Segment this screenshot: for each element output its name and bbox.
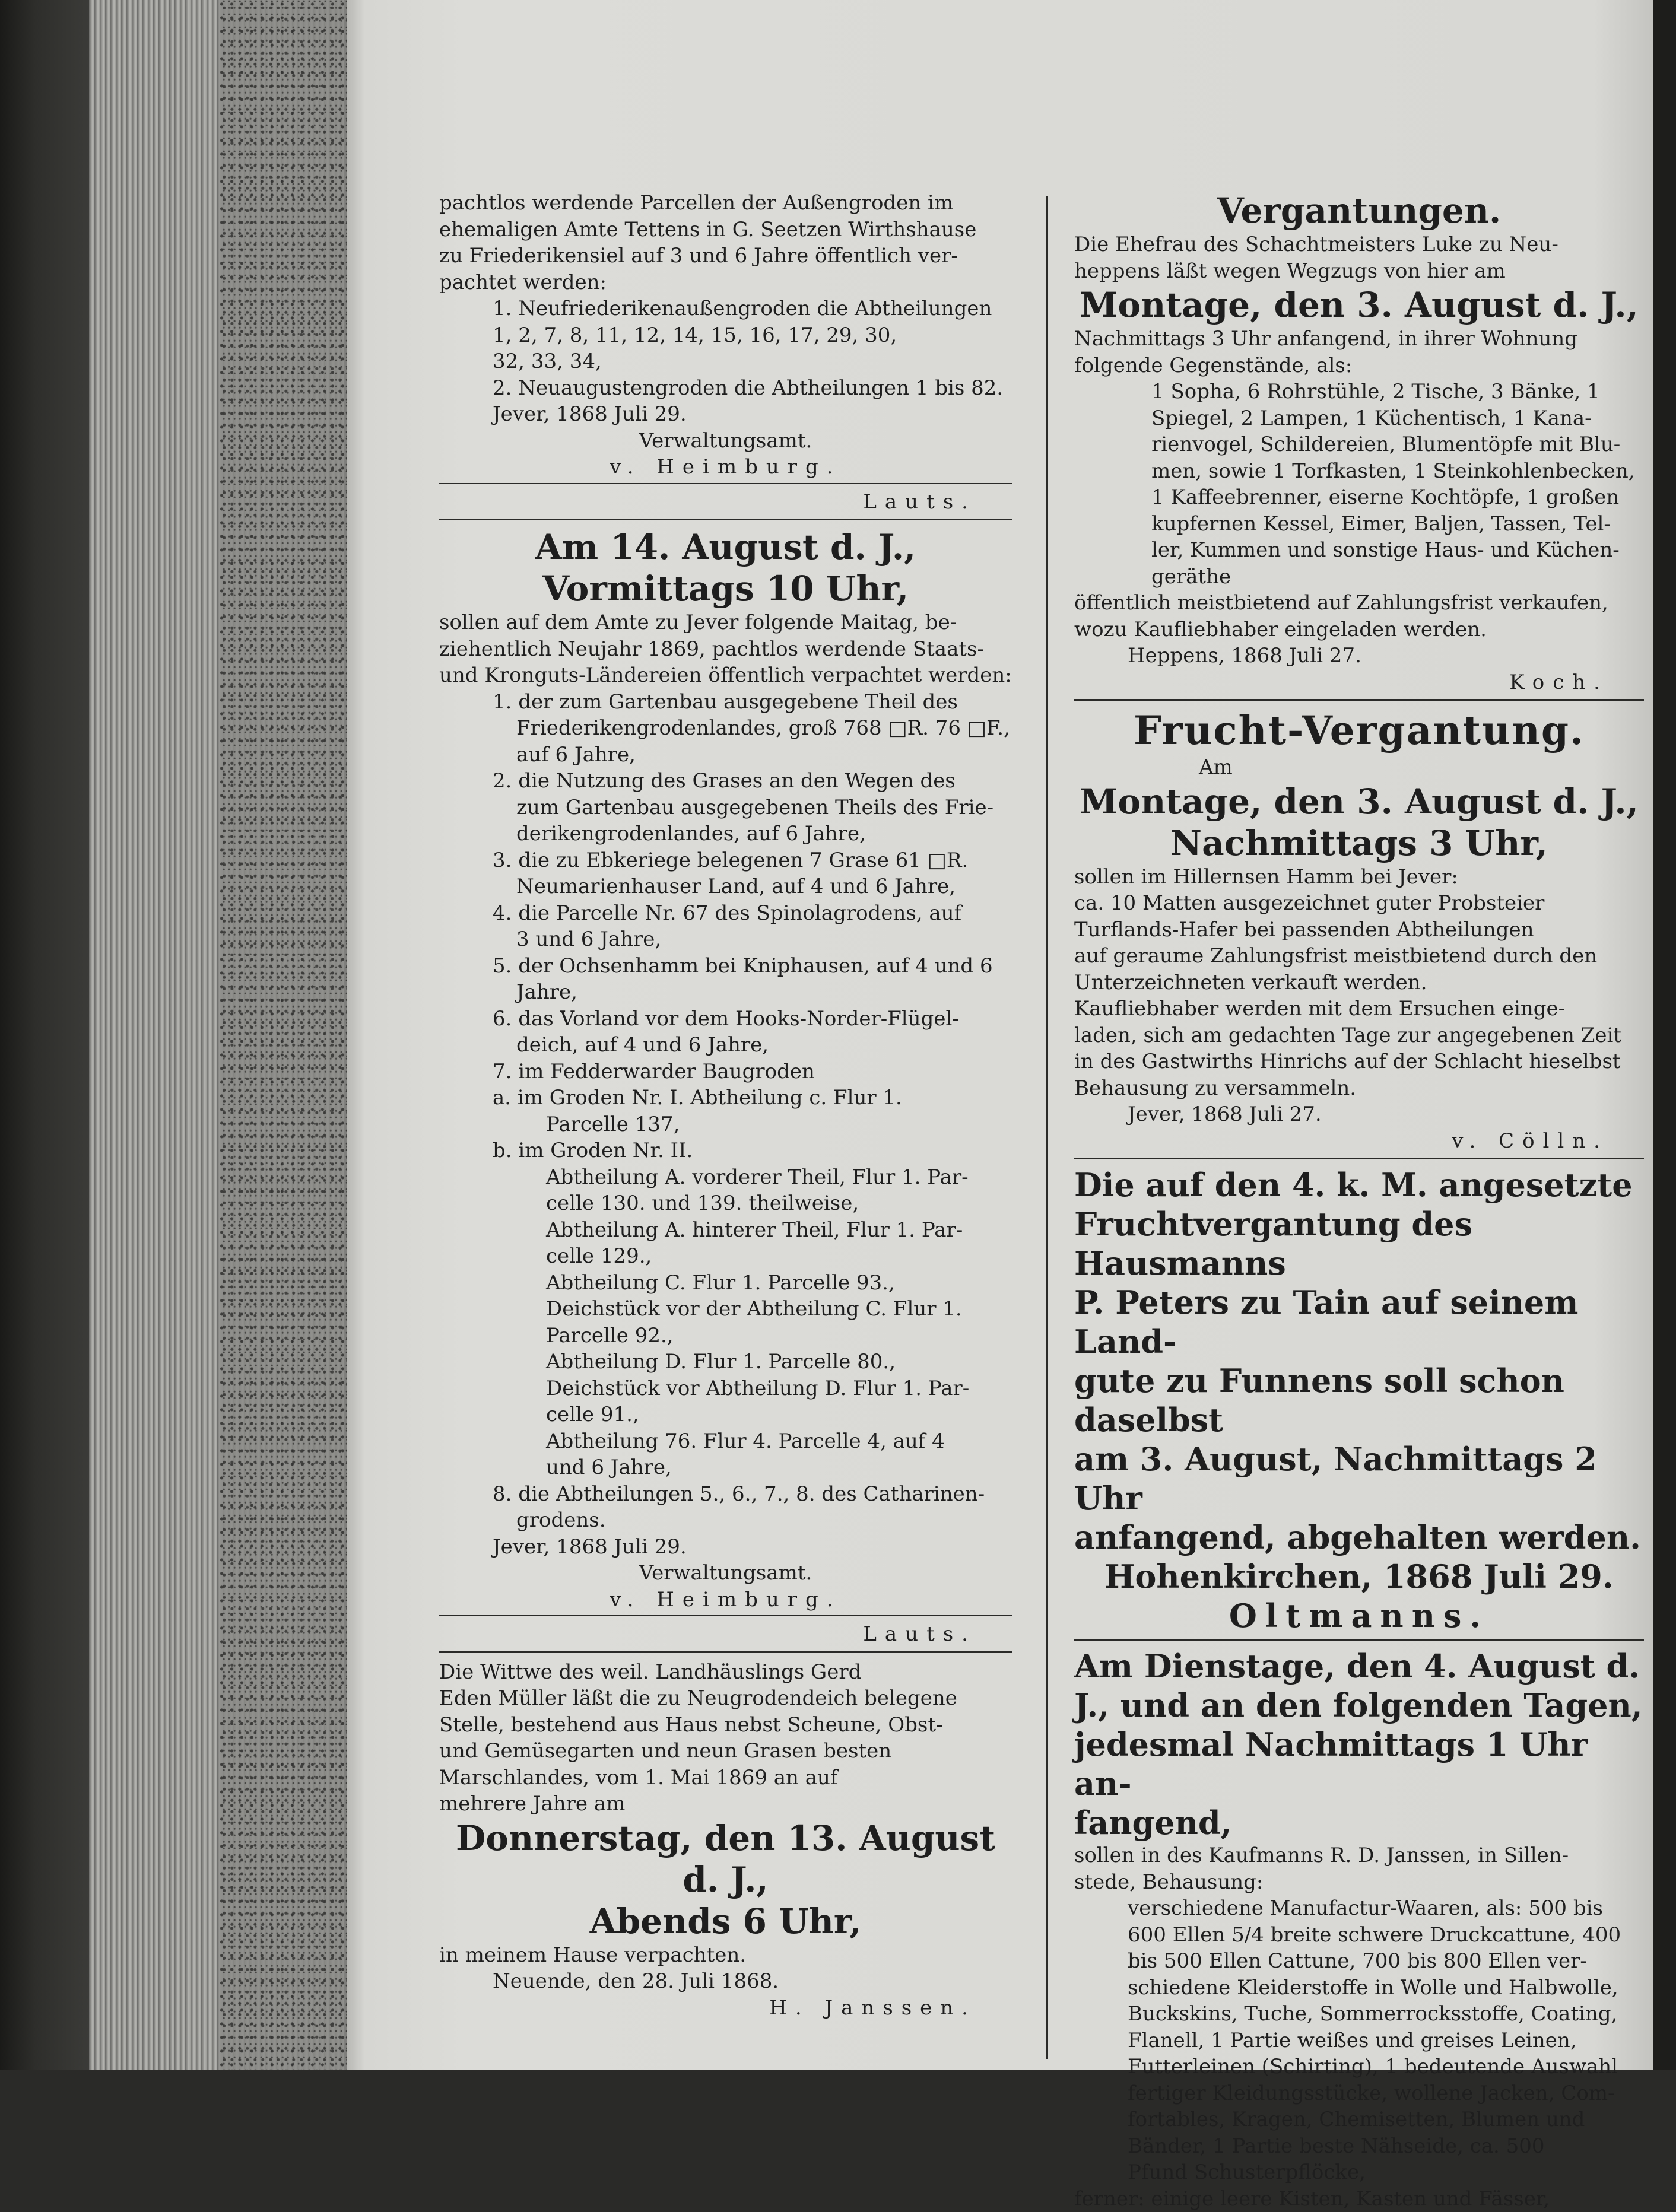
left-column bbox=[439, 190, 1012, 2021]
list-item: 8. die Abtheilungen 5., 6., 7., 8. des Catharinen- bbox=[439, 1481, 1012, 1508]
list-item: 2. Neuaugustengroden die Abtheilungen 1 bis 82. bbox=[439, 375, 1012, 402]
text-line: pachtlos werdende Parcellen der Außengroden im bbox=[439, 190, 1012, 217]
text-line: wozu Kaufliebhaber eingeladen werden. bbox=[1074, 616, 1644, 643]
notice-text bbox=[439, 609, 1012, 689]
notice-staatslaendereien bbox=[439, 526, 1012, 1648]
notice-text bbox=[1074, 326, 1644, 379]
list-item: 1. Neufriederikenaußengroden die Abtheilungen bbox=[439, 295, 1012, 322]
list-item: Buckskins, Tuche, Sommerrocksstoffe, Coating, bbox=[1074, 2001, 1644, 2027]
signature: v. Cölln. bbox=[1074, 1128, 1644, 1155]
text-line: Marschlandes, vom 1. Mai 1869 an auf bbox=[439, 1765, 1012, 1791]
list-item: Neumarienhauser Land, auf 4 und 6 Jahre, bbox=[439, 873, 1012, 900]
list-item: Parcelle 137, bbox=[439, 1111, 1012, 1138]
list-item: schiedene Kleiderstoffe in Wolle und Halbwolle, bbox=[1074, 1975, 1644, 2001]
place-date: Jever, 1868 Juli 29. bbox=[439, 401, 1012, 428]
list-item: 1 Sopha, 6 Rohrstühle, 2 Tische, 3 Bänke, 1 bbox=[1074, 379, 1644, 405]
notice-heading: Montage, den 3. August d. J., bbox=[1074, 781, 1644, 822]
text-line: und Gemüsegarten und neun Grasen besten bbox=[439, 1738, 1012, 1765]
text-line: gute zu Funnens soll schon daselbst bbox=[1074, 1361, 1644, 1439]
heading-line: J., und an den folgenden Tagen, bbox=[1074, 1686, 1644, 1725]
list-item: 4. die Parcelle Nr. 67 des Spinolagrodens, auf bbox=[439, 900, 1012, 927]
office-name: Verwaltungsamt. bbox=[439, 1560, 1012, 1587]
list-item: Flanell, 1 Partie weißes und greises Leinen, bbox=[1074, 2027, 1644, 2054]
divider bbox=[439, 483, 1012, 484]
signature: Koch. bbox=[1074, 669, 1644, 696]
notice-peters bbox=[1074, 1165, 1644, 1635]
place-date: Hohenkirchen, 1868 Juli 29. bbox=[1074, 1557, 1644, 1596]
list-item: 3 und 6 Jahre, bbox=[439, 926, 1012, 953]
notice-text bbox=[1074, 1842, 1644, 1895]
notice-aussengroden bbox=[439, 190, 1012, 515]
signature: v. Heimburg. bbox=[439, 1587, 1012, 1613]
list-item: Abtheilung C. Flur 1. Parcelle 93., bbox=[439, 1270, 1012, 1296]
list-item: Pfund Schusterpflöcke, bbox=[1074, 2159, 1644, 2186]
text-line: laden, sich am gedachten Tage zur angegebenen Zeit bbox=[1074, 1022, 1644, 1049]
text-line: Unterzeichneten verkauft werden. bbox=[1074, 970, 1644, 996]
list-item: kupfernen Kessel, Eimer, Baljen, Tassen, Tel- bbox=[1074, 511, 1644, 538]
section-title: Frucht-Vergantung. bbox=[1074, 707, 1644, 754]
list-item: deich, auf 4 und 6 Jahre, bbox=[439, 1032, 1012, 1059]
spine-shadow bbox=[1653, 0, 1676, 2070]
list-item: bis 500 Ellen Cattune, 700 bis 800 Ellen ver- bbox=[1074, 1948, 1644, 1975]
list-item: Spiegel, 2 Lampen, 1 Küchentisch, 1 Kana- bbox=[1074, 405, 1644, 432]
list-item: Deichstück vor Abtheilung D. Flur 1. Par- bbox=[439, 1375, 1012, 1402]
list-item: Abtheilung A. vorderer Theil, Flur 1. Par- bbox=[439, 1164, 1012, 1191]
divider bbox=[439, 519, 1012, 520]
text-line: Die auf den 4. k. M. angesetzte bbox=[1074, 1165, 1644, 1204]
list-item: Abtheilung A. hinterer Theil, Flur 1. Par- bbox=[439, 1217, 1012, 1244]
text-line: Fruchtvergantung des Hausmanns bbox=[1074, 1204, 1644, 1283]
text-line: auf geraume Zahlungsfrist meistbietend durch den bbox=[1074, 943, 1644, 970]
text-line: Kaufliebhaber werden mit dem Ersuchen einge- bbox=[1074, 996, 1644, 1022]
notice-text bbox=[1074, 864, 1644, 1102]
list-item: fortables, Kragen, Chemisetten, Blumen und bbox=[1074, 2106, 1644, 2133]
text-line: Stelle, bestehend aus Haus nebst Scheune, Obst- bbox=[439, 1712, 1012, 1739]
list-item: Deichstück vor der Abtheilung C. Flur 1. bbox=[439, 1296, 1012, 1323]
list-item: 3. die zu Ebkeriege belegenen 7 Grase 61 □R. bbox=[439, 847, 1012, 874]
signature: Lauts. bbox=[439, 489, 1012, 516]
list-item: Parcelle 92., bbox=[439, 1323, 1012, 1349]
signature: Oltmanns. bbox=[1074, 1596, 1644, 1635]
parcel-list bbox=[439, 295, 1012, 401]
text-line: sollen in des Kaufmanns R. D. Janssen, in Sillen- bbox=[1074, 1842, 1644, 1869]
right-column bbox=[1074, 190, 1644, 2212]
list-item: Friederikengrodenlandes, groß 768 □R. 76 □F., bbox=[439, 715, 1012, 742]
list-item: derikengrodenlandes, auf 6 Jahre, bbox=[439, 821, 1012, 847]
text-line: Behausung zu versammeln. bbox=[1074, 1075, 1644, 1102]
list-item: Futterleinen (Schirting), 1 bedeutende Auswahl bbox=[1074, 2054, 1644, 2080]
divider bbox=[1074, 1158, 1644, 1159]
list-item: Jahre, bbox=[439, 979, 1012, 1006]
list-item: Bänder, 1 Partie beste Nähseide, ca. 500 bbox=[1074, 2133, 1644, 2160]
list-item: geräthe bbox=[1074, 564, 1644, 590]
notice-text bbox=[1074, 590, 1644, 643]
list-item: fertiger Kleidungsstücke, wollene Jacken, Com- bbox=[1074, 2080, 1644, 2107]
notice-heading: Am 14. August d. J., bbox=[439, 526, 1012, 568]
text-line: stede, Behausung: bbox=[1074, 1869, 1644, 1896]
divider bbox=[439, 1651, 1012, 1653]
text-line: sollen im Hillernsen Hamm bei Jever: bbox=[1074, 864, 1644, 891]
list-item: a. im Groden Nr. I. Abtheilung c. Flur 1. bbox=[439, 1085, 1012, 1111]
notice-text bbox=[439, 1659, 1012, 1817]
text-line: Turflands-Hafer bei passenden Abtheilungen bbox=[1074, 917, 1644, 943]
list-item: auf 6 Jahre, bbox=[439, 742, 1012, 768]
text-line: P. Peters zu Tain auf seinem Land- bbox=[1074, 1283, 1644, 1361]
notice-heading: Montage, den 3. August d. J., bbox=[1074, 284, 1644, 326]
text-line: folgende Gegenstände, als: bbox=[1074, 352, 1644, 379]
section-title: Vergantungen. bbox=[1074, 190, 1644, 231]
text-line: ca. 10 Matten ausgezeichnet guter Probsteier bbox=[1074, 890, 1644, 917]
list-item: verschiedene Manufactur-Waaren, als: 500 bis bbox=[1074, 1895, 1644, 1922]
signature: v. Heimburg. bbox=[439, 454, 1012, 481]
list-item: rienvogel, Schildereien, Blumentöpfe mit Blu- bbox=[1074, 431, 1644, 458]
list-item: 1 Kaffeebrenner, eiserne Kochtöpfe, 1 großen bbox=[1074, 484, 1644, 511]
heading-line: fangend, bbox=[1074, 1803, 1644, 1842]
text-line: ziehentlich Neujahr 1869, pachtlos werdende Staats- bbox=[439, 636, 1012, 663]
place-date: Jever, 1868 Juli 27. bbox=[1074, 1101, 1644, 1128]
list-item: 7. im Fedderwarder Baugroden bbox=[439, 1059, 1012, 1085]
notice-text: in meinem Hause verpachten. bbox=[439, 1942, 1012, 1969]
list-item: 6. das Vorland vor dem Hooks-Norder-Flügel- bbox=[439, 1006, 1012, 1032]
notice-text bbox=[439, 190, 1012, 295]
heading-line: jedesmal Nachmittags 1 Uhr an- bbox=[1074, 1725, 1644, 1803]
list-item: 1, 2, 7, 8, 11, 12, 14, 15, 16, 17, 29, 30, bbox=[439, 322, 1012, 349]
place-date: Jever, 1868 Juli 29. bbox=[439, 1534, 1012, 1561]
text-line: Die Ehefrau des Schachtmeisters Luke zu Neu- bbox=[1074, 231, 1644, 258]
parcel-list bbox=[439, 689, 1012, 1534]
text-line: am 3. August, Nachmittags 2 Uhr bbox=[1074, 1439, 1644, 1518]
text-line: Die Wittwe des weil. Landhäuslings Gerd bbox=[439, 1659, 1012, 1686]
signature: Lauts. bbox=[439, 1621, 1012, 1648]
notice-mueller bbox=[439, 1659, 1012, 2022]
speckled-edge bbox=[220, 0, 347, 2070]
text-line: pachtet werden: bbox=[439, 269, 1012, 296]
text-line: heppens läßt wegen Wegzugs von hier am bbox=[1074, 258, 1644, 285]
list-item: b. im Groden Nr. II. bbox=[439, 1137, 1012, 1164]
item-list bbox=[1074, 379, 1644, 590]
notice-heading: Abends 6 Uhr, bbox=[439, 1900, 1012, 1942]
signature: H. Janssen. bbox=[439, 1995, 1012, 2022]
text-line: sollen auf dem Amte zu Jever folgende Maitag, be- bbox=[439, 609, 1012, 636]
list-item: 600 Ellen 5/4 breite schwere Druckcattune, 400 bbox=[1074, 1922, 1644, 1949]
column-rule bbox=[1046, 196, 1048, 2059]
list-item: celle 129., bbox=[439, 1243, 1012, 1270]
notice-text bbox=[1074, 231, 1644, 284]
item-list bbox=[1074, 1895, 1644, 2186]
notice-text: Am bbox=[1074, 754, 1644, 781]
text-line: zu Friederikensiel auf 3 und 6 Jahre öffentlich ver- bbox=[439, 243, 1012, 269]
list-item: celle 130. und 139. theilweise, bbox=[439, 1190, 1012, 1217]
text-line: öffentlich meistbietend auf Zahlungsfrist verkaufen, bbox=[1074, 590, 1644, 616]
notice-heading: Donnerstag, den 13. August d. J., bbox=[439, 1817, 1012, 1900]
text-line: mehrere Jahre am bbox=[439, 1791, 1012, 1817]
place-date: Heppens, 1868 Juli 27. bbox=[1074, 643, 1644, 669]
list-item: und 6 Jahre, bbox=[439, 1454, 1012, 1481]
list-item: 2. die Nutzung des Grases an den Wegen des bbox=[439, 768, 1012, 794]
notice-heading: Vormittags 10 Uhr, bbox=[439, 568, 1012, 609]
list-item: 5. der Ochsenhamm bei Kniphausen, auf 4 und 6 bbox=[439, 953, 1012, 980]
divider bbox=[439, 1615, 1012, 1616]
list-item: Abtheilung D. Flur 1. Parcelle 80., bbox=[439, 1349, 1012, 1375]
notice-text bbox=[1074, 1165, 1644, 1557]
list-item: men, sowie 1 Torfkasten, 1 Steinkohlenbecken, bbox=[1074, 458, 1644, 485]
list-item: celle 91., bbox=[439, 1401, 1012, 1428]
divider bbox=[1074, 1639, 1644, 1641]
notice-heading bbox=[1074, 1647, 1644, 1842]
notice-frucht-vergantung bbox=[1074, 707, 1644, 1154]
notice-vergantungen bbox=[1074, 190, 1644, 695]
list-item: zum Gartenbau ausgegebenen Theils des Frie- bbox=[439, 794, 1012, 821]
heading-line: Am Dienstage, den 4. August d. bbox=[1074, 1647, 1644, 1686]
list-item: 32, 33, 34, bbox=[439, 348, 1012, 375]
text-line: anfangend, abgehalten werden. bbox=[1074, 1518, 1644, 1557]
list-item: grodens. bbox=[439, 1507, 1012, 1534]
notice-heading: Nachmittags 3 Uhr, bbox=[1074, 822, 1644, 864]
office-name: Verwaltungsamt. bbox=[439, 428, 1012, 455]
text-line: ehemaligen Amte Tettens in G. Seetzen Wirthshause bbox=[439, 217, 1012, 243]
text-line: Eden Müller läßt die zu Neugrodendeich belegene bbox=[439, 1685, 1012, 1712]
notice-janssen bbox=[1074, 1647, 1644, 2212]
text-line: in des Gastwirths Hinrichs auf der Schlacht hieselbst bbox=[1074, 1048, 1644, 1075]
list-item: 1. der zum Gartenbau ausgegebene Theil des bbox=[439, 689, 1012, 716]
text-line: und Kronguts-Ländereien öffentlich verpachtet werden: bbox=[439, 662, 1012, 689]
list-item: ler, Kummen und sonstige Haus- und Küchen- bbox=[1074, 537, 1644, 564]
divider bbox=[1074, 699, 1644, 701]
notice-text: ferner: einige leere Kisten, Kasten und Fässer, bbox=[1074, 2186, 1644, 2212]
text-line: Nachmittags 3 Uhr anfangend, in ihrer Wohnung bbox=[1074, 326, 1644, 352]
place-date: Neuende, den 28. Juli 1868. bbox=[439, 1968, 1012, 1995]
list-item: Abtheilung 76. Flur 4. Parcelle 4, auf 4 bbox=[439, 1428, 1012, 1455]
